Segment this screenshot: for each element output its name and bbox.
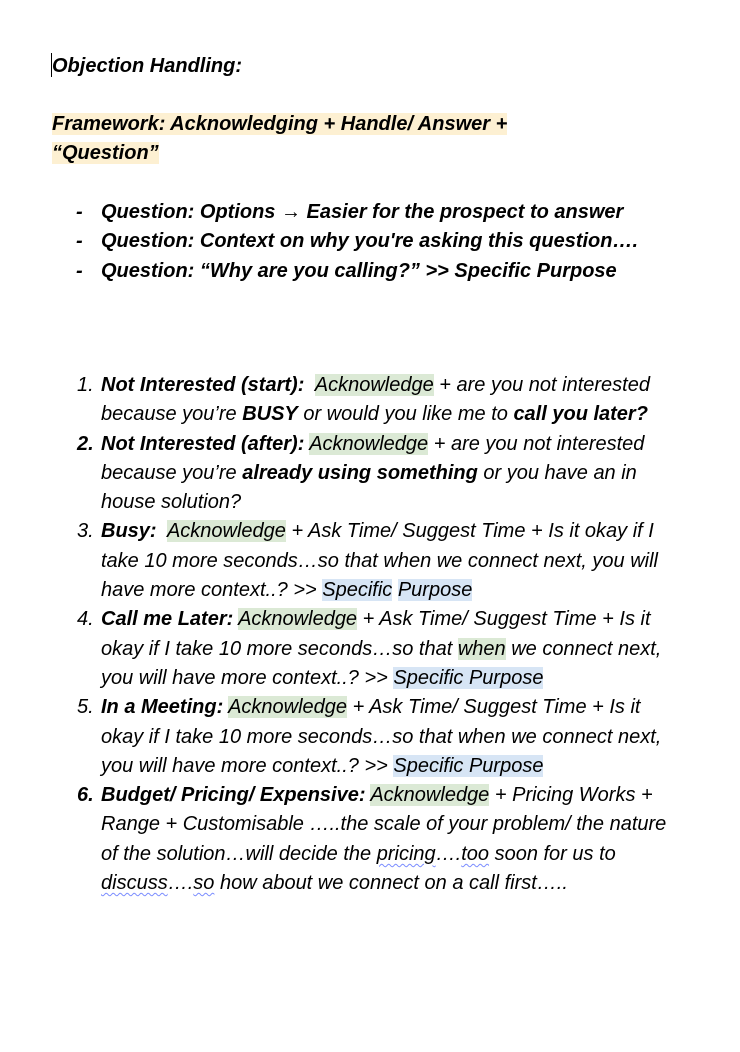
acknowledge-highlight: Acknowledge [370,784,490,807]
acknowledge-highlight: Acknowledge [166,520,286,543]
item-number: 6. [77,784,94,807]
spellcheck-word[interactable]: too [461,842,490,865]
objection-item-budget-pricing: 6. Budget/ Pricing/ Expensive: Acknowledge + Pricing Works + Range + Customisable …..the scale of your problem/ the nature of the solution…will decide the pricing….too soon for us to discuss….so how about we connect on a call first….. [0,781,673,898]
item-label: Budget/ Pricing/ Expensive: [101,784,366,807]
dash-marker: - [76,259,83,282]
question-bullet-list [0,198,671,286]
dash-marker: - [76,230,83,253]
when-highlight: when [457,637,506,660]
acknowledge-highlight: Acknowledge [309,432,429,455]
objection-list [0,371,673,898]
specific-highlight: Specific [322,579,393,602]
objection-item-not-interested-start: 1. Not Interested (start): Acknowledge + are you not interested because you’re BUSY or would you like me to call you later? [0,371,673,430]
spellcheck-word[interactable]: so [193,872,215,895]
specific-purpose-highlight: Specific Purpose [393,666,544,689]
item-label: Not Interested (after): [101,432,305,455]
item-label: In a Meeting: [101,696,224,719]
dash-marker: - [76,201,83,223]
objection-item-call-me-later: 4. Call me Later: Acknowledge + Ask Time/ Suggest Time + Is it okay if I take 10 more seconds…so that when we connect next, you will have more context..? >> Specific Purpose [0,605,673,693]
bullet-item: - Question: “Why are you calling?” >> Specific Purpose [0,257,671,286]
objection-item-not-interested-after: 2. Not Interested (after): Acknowledge + are you not interested because you’re already using something or you have an in house solution? [0,430,673,518]
objection-item-in-a-meeting: 5. In a Meeting: Acknowledge + Ask Time/ Suggest Time + Is it okay if I take 10 more seconds…so that when we connect next, you will have more context..? >> Specific Purpose [0,693,673,781]
framework-line-1: Framework: Acknowledging + Handle/ Answer + [52,113,508,135]
framework-heading [52,110,652,169]
framework-line-2: “Question” [52,142,159,165]
item-label: Call me Later: [101,608,234,631]
bullet-item: - Question: Options → Easier for the prospect to answer [0,198,671,227]
item-number: 3. [77,520,94,543]
item-number: 2. [77,432,94,455]
item-label: Not Interested (start): [101,374,305,396]
purpose-highlight: Purpose [397,579,473,602]
bullet-item: - Question: Context on why you're asking this question…. [0,227,671,256]
objection-item-busy: 3. Busy: Acknowledge + Ask Time/ Suggest Time + Is it okay if I take 10 more seconds…so that when we connect next, you will have more context..? >> Specific Purpose [0,517,673,605]
item-number: 1. [77,374,94,396]
acknowledge-highlight: Acknowledge [314,374,434,396]
specific-purpose-highlight: Specific Purpose [393,754,544,777]
acknowledge-highlight: Acknowledge [238,608,358,631]
spellcheck-word[interactable]: pricing [376,842,436,865]
item-number: 4. [77,608,94,631]
item-label: Busy: [101,520,157,543]
page-title: Objection Handling: [52,55,242,77]
acknowledge-highlight: Acknowledge [228,696,348,719]
spellcheck-word[interactable]: discuss [101,872,168,895]
item-number: 5. [77,696,94,719]
